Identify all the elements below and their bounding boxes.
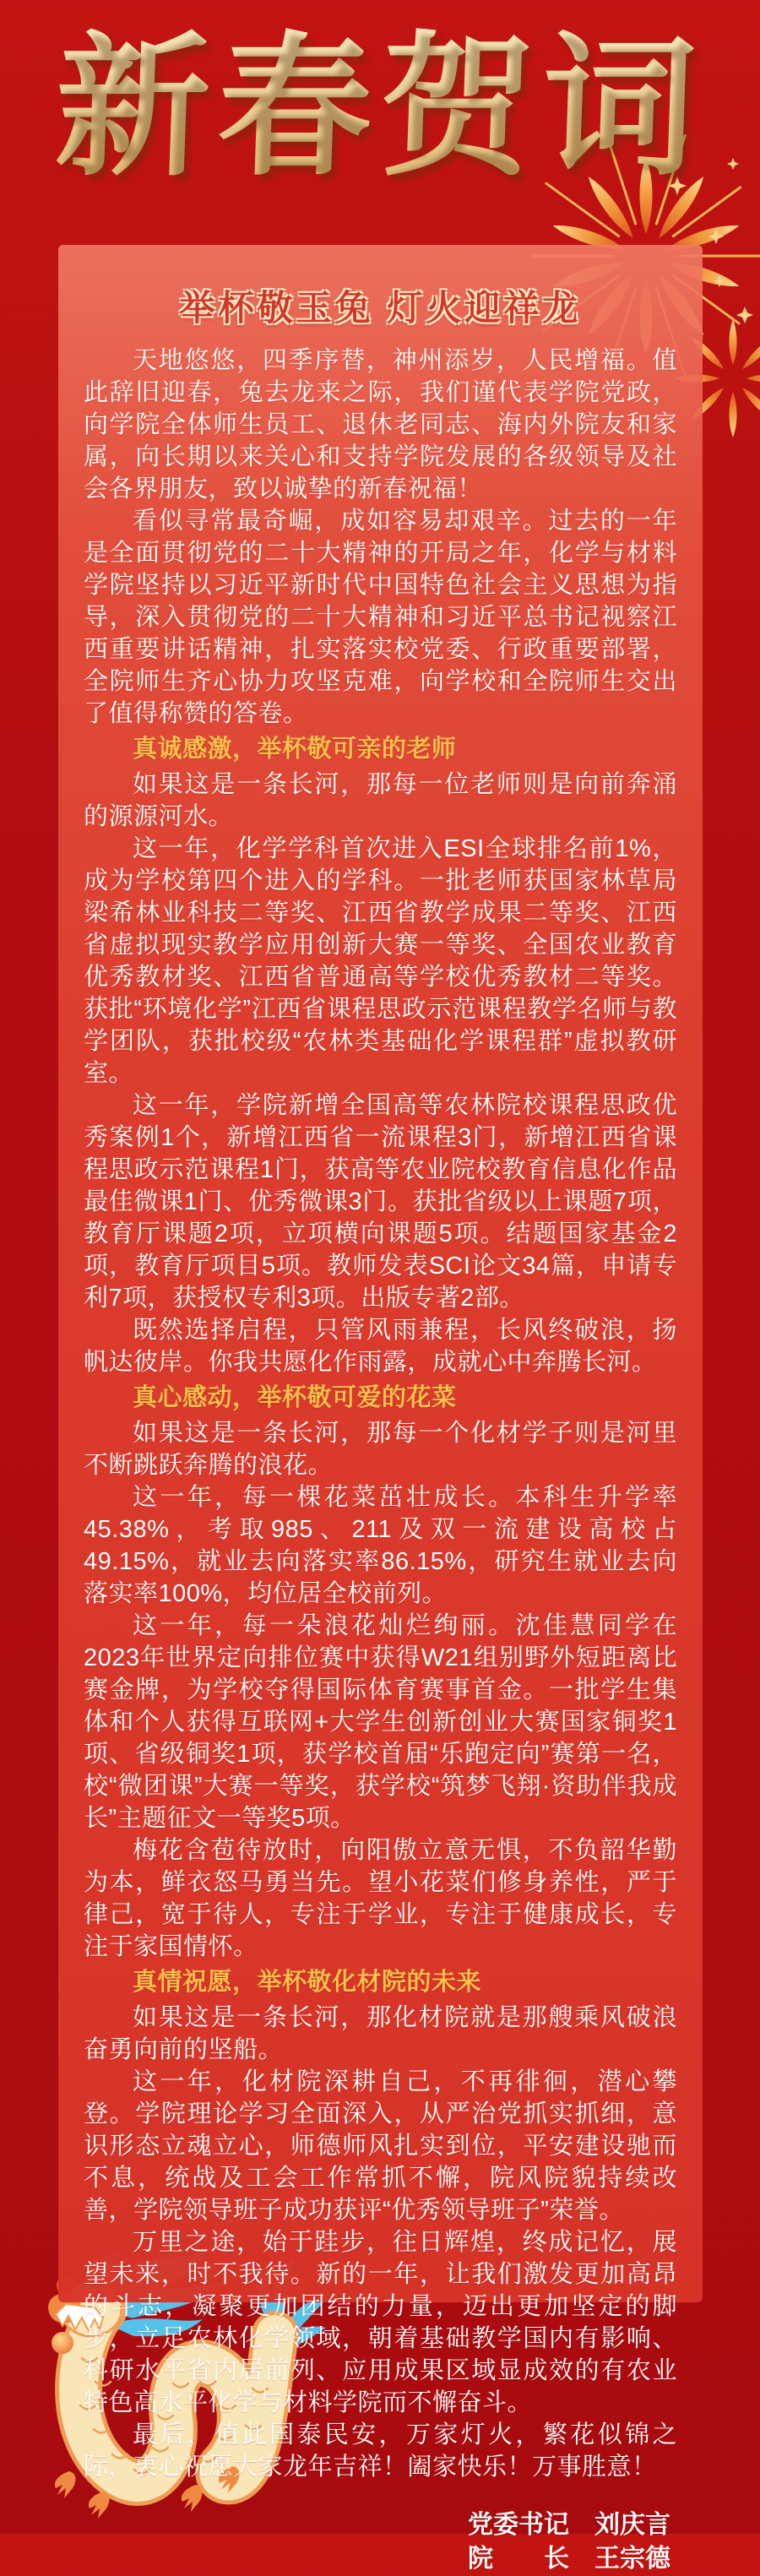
paragraph: 这一年，学院新增全国高等农林院校课程思政优秀案例1个，新增江西省一流课程3门，新增江西省课程思政示范课程1门，获高等农业院校教育信息化作品最佳微课1门、优秀微课3门。获批省级以上课题7项，教育厅课题2项，立项横向课题5项。结题国家基金2项，教育厅项目5项。教师发表SCI论文34篇，申请专利7项，获授权专利3项。出版专著2部。 [84,1092,677,1312]
section-heading: 真情祝愿，举杯敬化材院的未来 [133,1969,482,1996]
paragraph: 如果这是一条长河，那每一位老师则是向前奔涌的源源河水。 [84,771,677,830]
paragraph: 既然选择启程，只管风雨兼程，长风终破浪，扬帆达彼岸。你我共愿化作雨露，成就心中奔腾长河。 [84,1317,677,1376]
paragraph: 看似寻常最奇崛，成如容易却艰辛。过去的一年是全面贯彻党的二十大精神的开局之年，化学与材料学院坚持以习近平新时代中国特色社会主义思想为指导，深入贯彻党的二十大精神和习近平总书记视察江西重要讲话精神，扎实落实校党委、行政重要部署，全院师生齐心协力攻坚克难，向学校和全院师生交出了值得称赞的答卷。 [84,508,677,727]
paragraph: 这一年，化材院深耕自己，不再徘徊，潜心攀登。学院理论学习全面深入，从严治党抓实抓细，意识形态立魂立心，师德师风扎实到位，平安建设驰而不息，统战及工会工作常抓不懈，院风院貌持续改善，学院领导班子成功获评“优秀领导班子”荣誉。 [84,2068,677,2224]
paragraph: 这一年，每一棵花菜茁壮成长。本科生升学率45.38%，考取985、211及双一流建设高校占49.15%，就业去向落实率86.15%，研究生就业去向落实率100%，均位居全校前列。 [84,1484,677,1607]
card-subtitle: 举杯敬玉兔 灯火迎祥龙 [179,288,582,328]
letter-body [84,345,677,2483]
greeting-card [58,245,703,2573]
paragraph: 如果这是一条长河，那每一个化材学子则是河里不断跳跃奔腾的浪花。 [84,1420,677,1479]
paragraph: 如果这是一条长河，那化材院就是那艘乘风破浪奋勇向前的坚船。 [84,2004,677,2063]
section-heading: 真心感动，举杯敬可爱的花菜 [133,1384,457,1411]
paragraph: 这一年，每一朵浪花灿烂绚丽。沈佳慧同学在2023年世界定向排位赛中获得W21组别野外短距离比赛金牌，为学校夺得国际体育赛事首金。一批学生集体和个人获得互联网+大学生创新创业大赛国家铜奖1项、省级铜奖1项，获学校首届“乐跑定向”赛第一名，校“微团课”大赛一等奖，获学校“筑梦飞翔·资助伴我成长”主题征文一等奖5项。 [84,1612,677,1832]
signature-line-dean: 院 长 王宗德 [468,2545,670,2573]
page-title: 新春贺词 [0,5,760,216]
signature-block [84,2508,677,2576]
paragraph: 这一年，化学学科首次进入ESI全球排名前1%，成为学校第四个进入的学科。一批老师获国家林草局梁希林业科技二等奖、江西省教学成果二等奖、江西省虚拟现实教学应用创新大赛一等奖、全国农业教育优秀教材奖、江西省普通高等学校优秀教材二等奖。获批“环境化学”江西省课程思政示范课程教学名师与教学团队，获批校级“农林类基础化学课程群”虚拟教研室。 [84,835,677,1087]
paragraph: 天地悠悠，四季序替，神州添岁，人民增福。值此辞旧迎春，兔去龙来之际，我们谨代表学院党政，向学院全体师生员工、退休老同志、海内外院友和家属，向长期以来关心和支持学院发展的各级领导及社会各界朋友，致以诚挚的新春祝福！ [84,347,677,503]
paragraph: 梅花含苞待放时，向阳傲立意无惧，不负韶华勤为本，鲜衣怒马勇当先。望小花菜们修身养性，严于律己，宽于待人，专注于学业，专注于健康成长，专注于家国情怀。 [84,1837,677,1960]
paragraph: 万里之途，始于跬步，往日辉煌，终成记忆，展望未来，时不我待。新的一年，让我们激发更加高昂的斗志，凝聚更加团结的力量，迈出更加坚定的脚步，立足农林化学领域，朝着基础教学国内有影响、科研水平省内居前列、应用成果区域显成效的有农业特色高水平化学与材料学院而不懈奋斗。 [84,2229,677,2416]
signature-line-secretary: 党委书记 刘庆言 [468,2511,670,2539]
section-heading: 真诚感激，举杯敬可亲的老师 [133,736,457,763]
paragraph: 最后，值此国泰民安，万家灯火，繁花似锦之际，衷心祝愿大家龙年吉祥！阖家快乐！万事胜意！ [84,2421,677,2481]
